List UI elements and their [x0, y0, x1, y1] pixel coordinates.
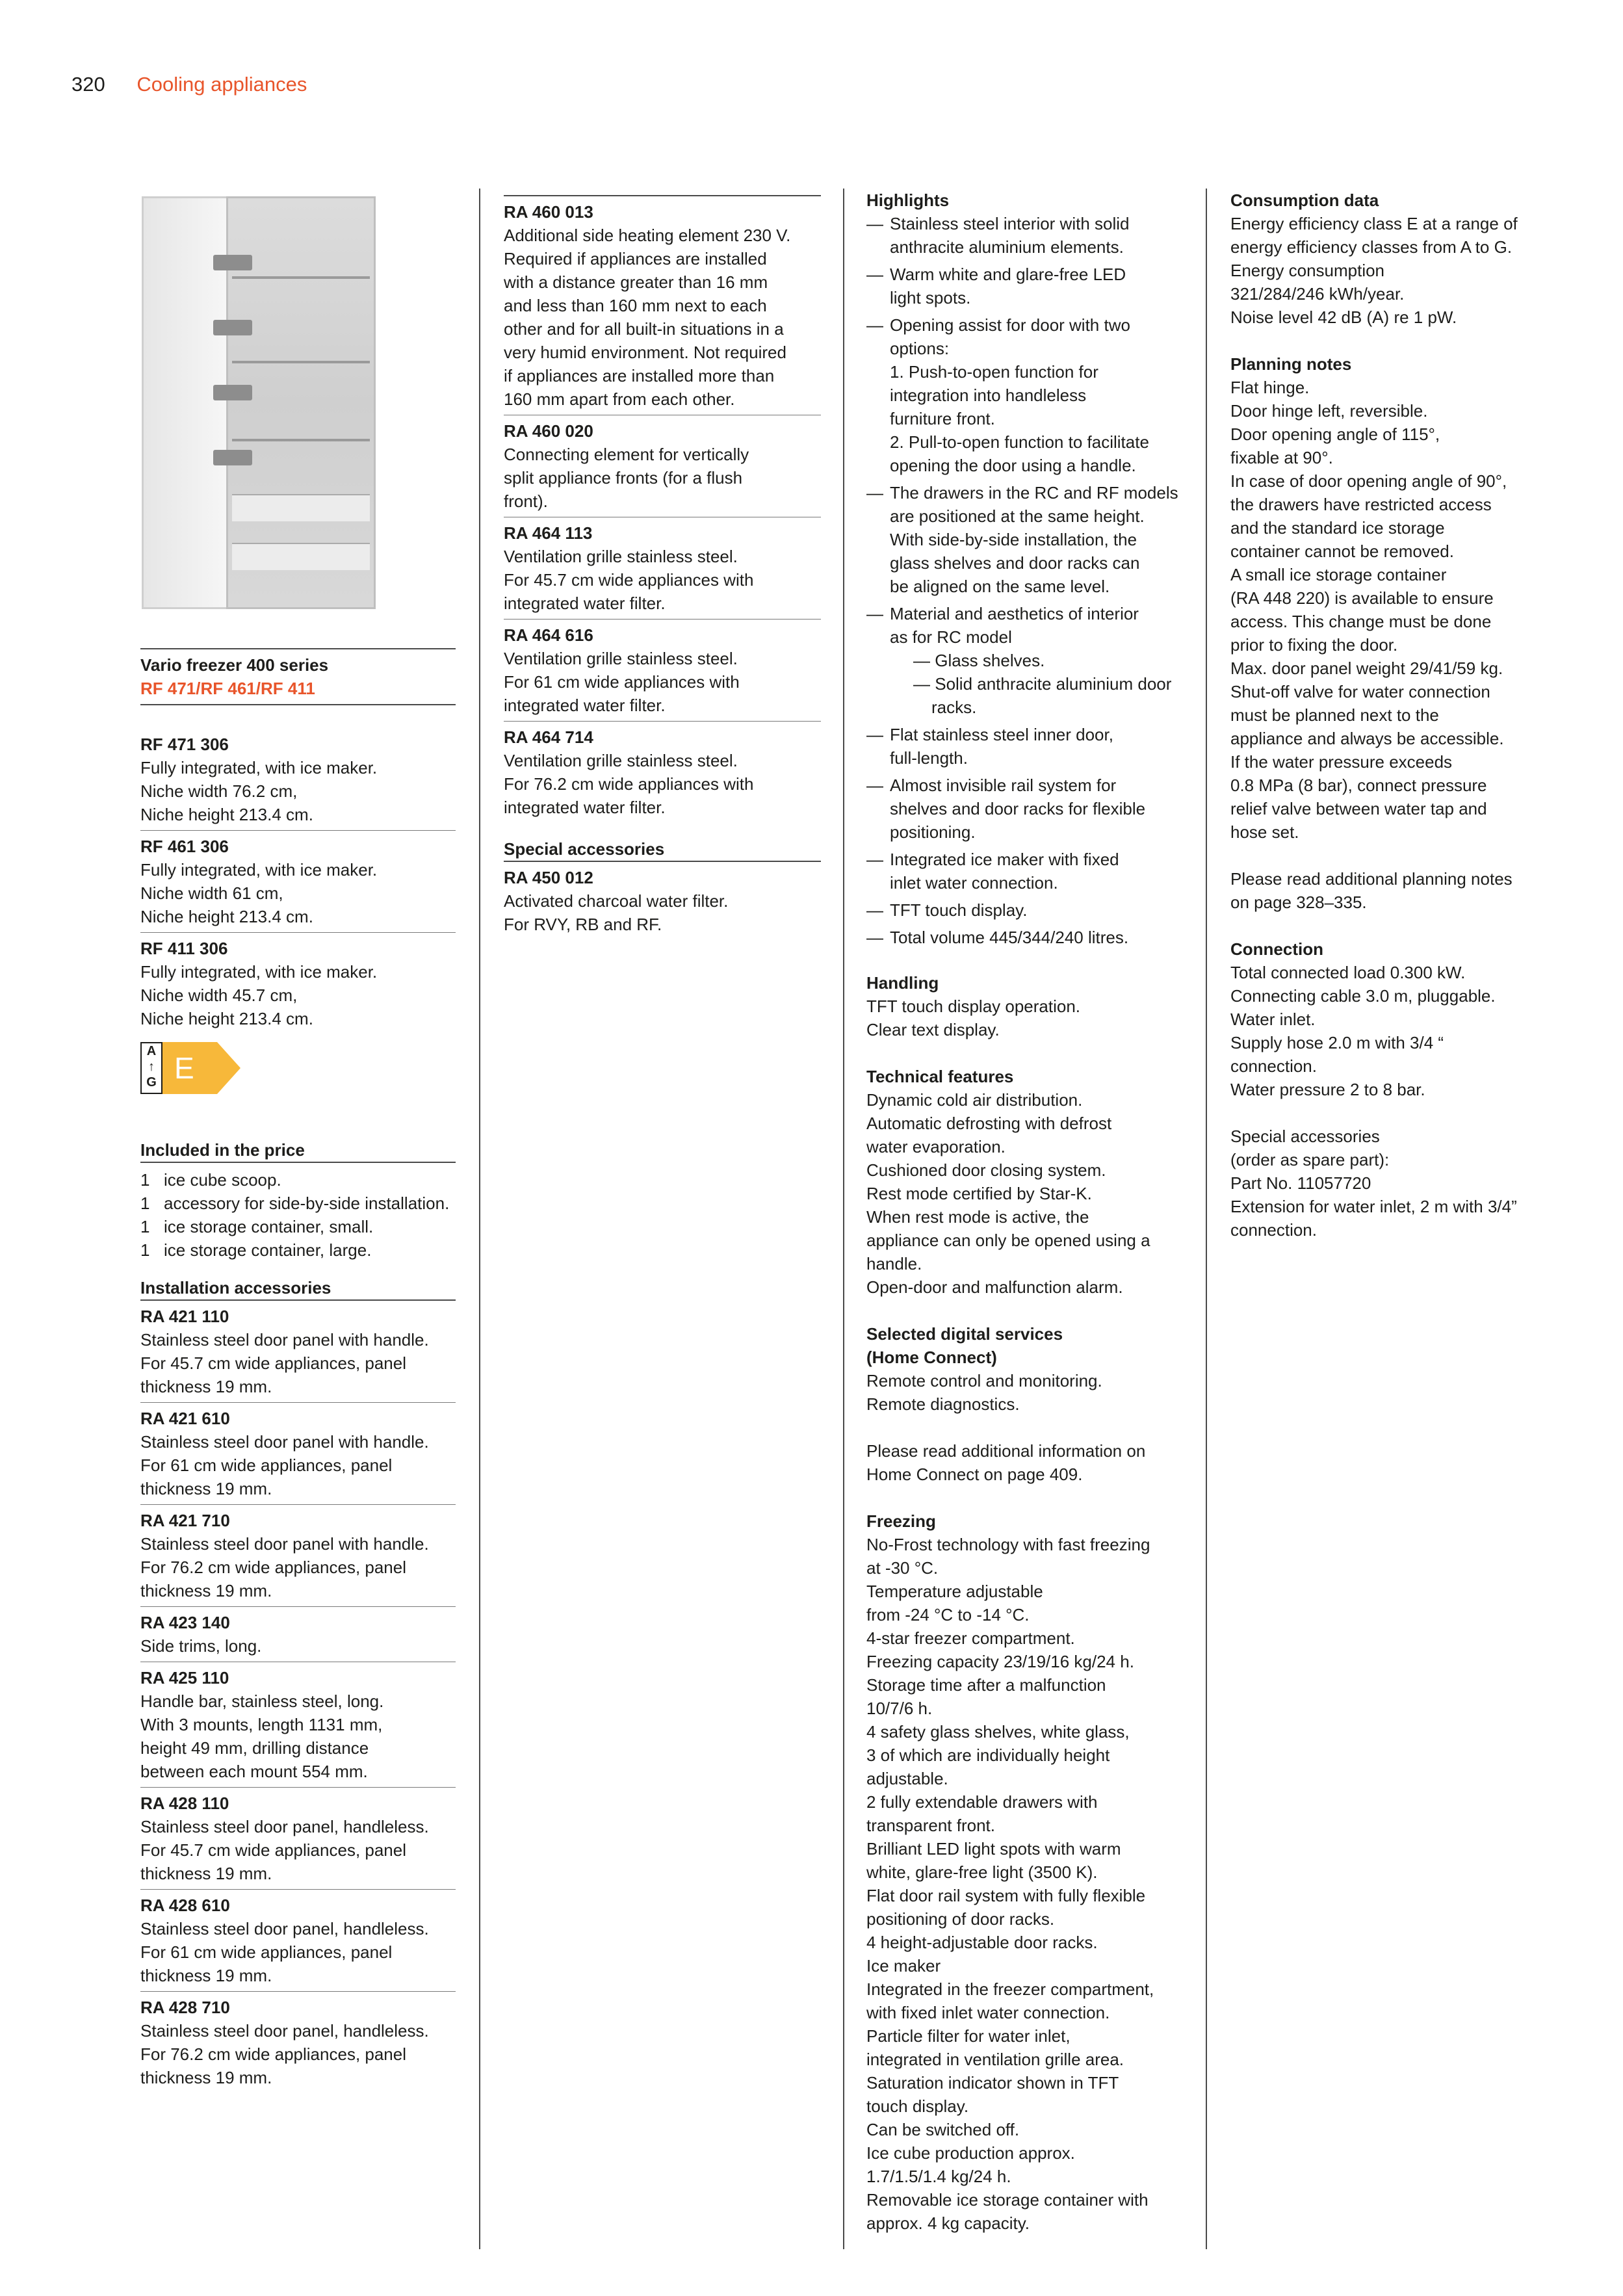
text-line: 1 — [140, 1240, 150, 1260]
accessory — [504, 196, 821, 415]
text-line: For 61 cm wide appliances, panel — [140, 1455, 393, 1475]
text-line: 0.8 MPa (8 bar), connect pressure — [1230, 776, 1487, 795]
text-line: 1 — [140, 1217, 150, 1236]
text-line: Total connected load 0.300 kW. — [1230, 963, 1466, 982]
text-line: Shut-off valve for water connection — [1230, 682, 1490, 701]
planning-title: Planning notes — [1230, 354, 1352, 374]
text-line: For RVY, RB and RF. — [504, 915, 662, 934]
text-line: For 45.7 cm wide appliances with — [504, 570, 754, 590]
text-line: 160 mm apart from each other. — [504, 389, 735, 409]
text-line: appliance and always be accessible. — [1230, 729, 1504, 748]
text-line: No-Frost technology with fast freezing — [866, 1535, 1150, 1554]
energy-class: E — [174, 1051, 194, 1085]
column-divider — [1206, 189, 1207, 2249]
text-line: ice storage container, small. — [164, 1217, 374, 1236]
text-line: RA 464 113 — [504, 523, 593, 543]
text-line: Opening assist for door with two — [890, 315, 1130, 335]
text-line: Clear text display. — [866, 1020, 1000, 1039]
text-line: Flat stainless steel inner door, — [890, 725, 1113, 744]
text-line: Extension for water inlet, 2 m with 3/4” — [1230, 1197, 1517, 1216]
text-line: RA 464 616 — [504, 625, 593, 645]
text-line: integrated water filter. — [504, 798, 666, 817]
text-line: white, glare-free light (3500 K). — [866, 1862, 1098, 1882]
text-line: G — [146, 1075, 157, 1089]
text-line: integrated in ventilation grille area. — [866, 2050, 1124, 2069]
text-line: thickness 19 mm. — [140, 1966, 272, 1985]
text-line: For 61 cm wide appliances with — [504, 672, 740, 692]
text-line: RA 421 110 — [140, 1307, 229, 1326]
text-line: Please read additional information on — [866, 1441, 1146, 1461]
text-line: 2. Pull-to-open function to facilitate — [890, 432, 1149, 452]
text-line: Storage time after a malfunction — [866, 1675, 1106, 1695]
text-line: approx. 4 kg capacity. — [866, 2213, 1030, 2233]
text-line: Flat hinge. — [1230, 378, 1310, 397]
text-line: Stainless steel door panel with handle. — [140, 1432, 429, 1452]
accessory — [504, 415, 821, 517]
text-line: must be planned next to the — [1230, 705, 1439, 725]
freezing-title: Freezing — [866, 1511, 936, 1531]
text-line: Connecting cable 3.0 m, pluggable. — [1230, 986, 1496, 1006]
accessory — [140, 1301, 456, 1402]
text-line: thickness 19 mm. — [140, 1479, 272, 1498]
text-line: integration into handleless — [890, 385, 1087, 405]
handling-title: Handling — [866, 973, 939, 993]
text-line: Ice cube production approx. — [866, 2143, 1075, 2163]
text-line: Stainless steel door panel, handleless. — [140, 1817, 429, 1836]
text-line: 1.7/1.5/1.4 kg/24 h. — [866, 2167, 1011, 2186]
text-line: RA 460 020 — [504, 421, 593, 441]
text-line: front). — [504, 491, 548, 511]
text-line: Supply hose 2.0 m with 3/4 “ — [1230, 1033, 1444, 1052]
text-line: 1. Push-to-open function for — [890, 362, 1098, 382]
text-line: Dynamic cold air distribution. — [866, 1090, 1083, 1110]
text-line: if appliances are installed more than — [504, 366, 775, 385]
text-line: RF 461 306 — [140, 837, 229, 856]
text-line: 1 — [140, 1170, 150, 1190]
text-line: RA 428 610 — [140, 1896, 230, 1915]
text-line: A — [146, 1044, 157, 1058]
text-line: RA 450 012 — [504, 868, 593, 887]
text-line: Removable ice storage container with — [866, 2190, 1149, 2210]
product-image — [142, 196, 376, 609]
text-line: Niche height 213.4 cm. — [140, 1009, 313, 1028]
text-line: Fully integrated, with ice maker. — [140, 758, 378, 777]
text-line: as for RC model — [890, 627, 1012, 647]
text-line: Niche width 61 cm, — [140, 883, 283, 903]
accessory — [140, 1992, 456, 2093]
variant — [140, 831, 456, 932]
text-line: ice cube scoop. — [164, 1170, 281, 1190]
text-line: RF 411 306 — [140, 939, 228, 958]
text-line: Open-door and malfunction alarm. — [866, 1277, 1123, 1297]
text-line: RA 421 710 — [140, 1511, 230, 1530]
text-line: RA 423 140 — [140, 1613, 230, 1632]
text-line: Home Connect on page 409. — [866, 1465, 1083, 1484]
text-line: split appliance fronts (for a flush — [504, 468, 743, 488]
text-line: RA 464 714 — [504, 727, 593, 747]
column-divider — [843, 189, 844, 2249]
text-line: accessory for side-by-side installation. — [164, 1194, 450, 1213]
text-line: For 76.2 cm wide appliances with — [504, 774, 754, 794]
text-line: With side-by-side installation, the — [890, 530, 1137, 549]
text-line: on page 328–335. — [1230, 893, 1367, 912]
text-line: access. This change must be done — [1230, 612, 1492, 631]
list-item — [140, 1168, 456, 1192]
text-line: RA 421 610 — [140, 1409, 230, 1428]
text-line: Fully integrated, with ice maker. — [140, 962, 378, 982]
installation-title: Installation accessories — [140, 1278, 331, 1298]
text-line: For 76.2 cm wide appliances, panel — [140, 2044, 407, 2064]
text-line: 321/284/246 kWh/year. — [1230, 284, 1405, 304]
text-line: Fully integrated, with ice maker. — [140, 860, 378, 880]
accessory — [504, 862, 821, 940]
text-line: very humid environment. Not required — [504, 343, 786, 362]
text-line: (order as spare part): — [1230, 1150, 1390, 1169]
text-line: with a distance greater than 16 mm — [504, 272, 768, 292]
text-line: TFT touch display. — [890, 900, 1028, 920]
text-line: fixable at 90°. — [1230, 448, 1333, 467]
text-line: from -24 °C to -14 °C. — [866, 1605, 1030, 1624]
highlight-item: — Total volume 445/344/240 litres. — [866, 926, 1185, 949]
column-4 — [1230, 189, 1549, 1242]
technical-title: Technical features — [866, 1067, 1014, 1086]
text-line: be aligned on the same level. — [890, 577, 1110, 596]
text-line: height 49 mm, drilling distance — [140, 1738, 369, 1758]
page-number: 320 — [71, 73, 105, 96]
text-line: Noise level 42 dB (A) re 1 pW. — [1230, 307, 1457, 327]
text-line: Warm white and glare-free LED — [890, 265, 1126, 284]
highlight-item: — Warm white and glare-free LED light spots. — [866, 263, 1185, 309]
text-line: RA 428 710 — [140, 1998, 230, 2017]
text-line: Integrated ice maker with fixed — [890, 850, 1119, 869]
list-item — [140, 1192, 456, 1215]
text-line: 10/7/6 h. — [866, 1699, 933, 1718]
text-line: Stainless steel interior with solid — [890, 214, 1130, 233]
text-line: Ice maker — [866, 1956, 941, 1976]
list-item — [140, 1238, 456, 1262]
text-line: the drawers have restricted access — [1230, 495, 1492, 514]
text-line: 1 — [140, 1194, 150, 1213]
accessory — [140, 1607, 456, 1662]
included-title: Included in the price — [140, 1140, 305, 1160]
text-line: Can be switched off. — [866, 2120, 1020, 2139]
text-line: Required if appliances are installed — [504, 249, 767, 268]
variant — [140, 729, 456, 830]
text-line: options: — [890, 339, 950, 358]
text-line: hose set. — [1230, 822, 1299, 842]
special-accessories-title: Special accessories — [504, 839, 665, 859]
text-line: Door opening angle of 115°, — [1230, 424, 1440, 444]
text-line: light spots. — [890, 288, 971, 307]
text-line: Stainless steel door panel with handle. — [140, 1534, 429, 1554]
text-line: Ventilation grille stainless steel. — [504, 751, 738, 770]
text-line: RA 428 110 — [140, 1794, 229, 1813]
text-line: Niche width 76.2 cm, — [140, 781, 298, 801]
text-line: positioning of door racks. — [866, 1909, 1055, 1929]
accessory — [504, 517, 821, 619]
text-line: Almost invisible rail system for — [890, 776, 1117, 795]
text-line: (RA 448 220) is available to ensure — [1230, 588, 1494, 608]
text-line: Max. door panel weight 29/41/59 kg. — [1230, 659, 1503, 678]
accessory — [140, 1505, 456, 1606]
text-line: relief valve between water tap and — [1230, 799, 1487, 818]
text-line: Particle filter for water inlet, — [866, 2026, 1071, 2046]
text-line: full-length. — [890, 748, 968, 768]
energy-label — [140, 1042, 456, 1099]
highlight-item: — Material and aesthetics of interior as for RC model — Glass shelves. — Solid anthracite aluminium door racks. — [866, 602, 1185, 719]
highlight-item: — Integrated ice maker with fixed inlet water connection. — [866, 848, 1185, 894]
text-line: between each mount 554 mm. — [140, 1762, 368, 1781]
text-line: Please read additional planning notes — [1230, 869, 1513, 889]
text-line: Handle bar, stainless steel, long. — [140, 1691, 384, 1711]
accessory — [140, 1403, 456, 1504]
text-line: integrated water filter. — [504, 594, 666, 613]
text-line: ↑ — [148, 1060, 155, 1074]
text-line: thickness 19 mm. — [140, 1581, 272, 1600]
accessory — [140, 1662, 456, 1787]
text-line: For 45.7 cm wide appliances, panel — [140, 1840, 407, 1860]
product-models: RF 471/RF 461/RF 411 — [140, 679, 315, 698]
text-line: other and for all built-in situations in a — [504, 319, 784, 339]
column-divider — [479, 189, 480, 2249]
text-line: positioning. — [890, 822, 976, 842]
column-1 — [140, 189, 456, 2093]
text-line: Temperature adjustable — [866, 1582, 1043, 1601]
consumption-title: Consumption data — [1230, 190, 1379, 210]
column-2 — [504, 195, 821, 940]
text-line: Connecting element for vertically — [504, 445, 749, 464]
page-header — [71, 73, 307, 96]
text-line: Energy efficiency class E at a range of — [1230, 214, 1518, 233]
text-line: Cushioned door closing system. — [866, 1160, 1106, 1180]
text-line: Stainless steel door panel with handle. — [140, 1330, 429, 1350]
text-line: Ventilation grille stainless steel. — [504, 547, 738, 566]
text-line: A small ice storage container — [1230, 565, 1447, 584]
text-line: 2 fully extendable drawers with — [866, 1792, 1098, 1812]
text-line: thickness 19 mm. — [140, 2068, 272, 2087]
accessory — [504, 620, 821, 721]
text-line: Ventilation grille stainless steel. — [504, 649, 738, 668]
text-line: and less than 160 mm next to each — [504, 296, 767, 315]
text-line: Special accessories — [1230, 1127, 1380, 1146]
text-line: RA 425 110 — [140, 1668, 229, 1688]
accessory — [140, 1890, 456, 1991]
highlight-item: — Opening assist for door with two options: 1. Push-to-open function for integration into handleless furniture front. 2. Pull-to-open function to facilitate opening the door using a handle. — [866, 313, 1185, 477]
text-line: RF 471 306 — [140, 735, 229, 754]
text-line: Rest mode certified by Star-K. — [866, 1184, 1092, 1203]
text-line: Water pressure 2 to 8 bar. — [1230, 1080, 1425, 1099]
text-line: energy efficiency classes from A to G. — [1230, 237, 1513, 257]
text-line: — Solid anthracite aluminium door racks. — [913, 674, 1172, 717]
text-line: 4 height-adjustable door racks. — [866, 1933, 1098, 1952]
text-line: Brilliant LED light spots with warm — [866, 1839, 1121, 1859]
connection-title: Connection — [1230, 939, 1323, 959]
text-line: For 76.2 cm wide appliances, panel — [140, 1558, 407, 1577]
list-item — [140, 1215, 456, 1238]
text-line: — Glass shelves. — [913, 651, 1045, 670]
text-line: Saturation indicator shown in TFT — [866, 2073, 1119, 2093]
text-line: Energy consumption — [1230, 261, 1385, 280]
text-line: touch display. — [866, 2096, 969, 2116]
text-line: Part No. 11057720 — [1230, 1173, 1371, 1193]
text-line: anthracite aluminium elements. — [890, 237, 1124, 257]
text-line: With 3 mounts, length 1131 mm, — [140, 1715, 383, 1734]
text-line: appliance can only be opened using a — [866, 1231, 1150, 1250]
text-line: 4-star freezer compartment. — [866, 1628, 1075, 1648]
text-line: Niche height 213.4 cm. — [140, 907, 313, 926]
text-line: Total volume 445/344/240 litres. — [890, 928, 1129, 947]
highlight-item: — Almost invisible rail system for shelves and door racks for flexible positioning. — [866, 774, 1185, 844]
text-line: thickness 19 mm. — [140, 1377, 272, 1396]
highlight-item: — Flat stainless steel inner door, full-length. — [866, 723, 1185, 770]
text-line: ice storage container, large. — [164, 1240, 372, 1260]
text-line: For 61 cm wide appliances, panel — [140, 1942, 393, 1962]
text-line: If the water pressure exceeds — [1230, 752, 1453, 772]
text-line: Remote diagnostics. — [866, 1394, 1020, 1414]
text-line: (Home Connect) — [866, 1348, 997, 1367]
text-line: Freezing capacity 23/19/16 kg/24 h. — [866, 1652, 1134, 1671]
text-line: at -30 °C. — [866, 1558, 939, 1578]
energy-scale — [140, 1042, 162, 1094]
text-line: 4 safety glass shelves, white glass, — [866, 1722, 1130, 1742]
highlight-item: — The drawers in the RC and RF models are positioned at the same height. With side-by-side installation, the glass shelves and door racks can be aligned on the same level. — [866, 481, 1185, 598]
text-line: Remote control and monitoring. — [866, 1371, 1102, 1390]
text-line: 3 of which are individually height — [866, 1745, 1110, 1765]
text-line: Flat door rail system with fully flexible — [866, 1886, 1146, 1905]
text-line: connection. — [1230, 1056, 1317, 1076]
text-line: shelves and door racks for flexible — [890, 799, 1146, 818]
text-line: are positioned at the same height. — [890, 506, 1145, 526]
highlights-title: Highlights — [866, 190, 950, 210]
text-line: thickness 19 mm. — [140, 1864, 272, 1883]
text-line: prior to fixing the door. — [1230, 635, 1398, 655]
accessory — [140, 1788, 456, 1889]
text-line: Additional side heating element 230 V. — [504, 226, 791, 245]
highlight-item: — TFT touch display. — [866, 898, 1185, 922]
text-line: Door hinge left, reversible. — [1230, 401, 1428, 421]
column-3 — [866, 189, 1185, 2235]
text-line: The drawers in the RC and RF models — [890, 483, 1178, 502]
text-line: Water inlet. — [1230, 1010, 1316, 1029]
text-line: with fixed inlet water connection. — [866, 2003, 1110, 2022]
text-line: container cannot be removed. — [1230, 541, 1454, 561]
accessory — [504, 722, 821, 823]
text-line: For 45.7 cm wide appliances, panel — [140, 1353, 407, 1373]
text-line: opening the door using a handle. — [890, 456, 1136, 475]
text-line: Material and aesthetics of interior — [890, 604, 1139, 623]
text-line: RA 460 013 — [504, 202, 593, 222]
text-line: water evaporation. — [866, 1137, 1006, 1156]
text-line: inlet water connection. — [890, 873, 1058, 893]
text-line: glass shelves and door racks can — [890, 553, 1140, 573]
text-line: Automatic defrosting with defrost — [866, 1114, 1112, 1133]
text-line: Niche width 45.7 cm, — [140, 985, 298, 1005]
product-title: Vario freezer 400 series — [140, 655, 329, 675]
text-line: integrated water filter. — [504, 696, 666, 715]
digital-services-title: Selected digital services — [866, 1324, 1063, 1344]
text-line: When rest mode is active, the — [866, 1207, 1089, 1227]
text-line: Niche height 213.4 cm. — [140, 805, 313, 824]
variant — [140, 933, 456, 1034]
text-line: Stainless steel door panel, handleless. — [140, 1919, 429, 1938]
text-line: and the standard ice storage — [1230, 518, 1445, 538]
text-line: In case of door opening angle of 90°, — [1230, 471, 1507, 491]
text-line: Activated charcoal water filter. — [504, 891, 729, 911]
text-line: furniture front. — [890, 409, 995, 428]
text-line: Integrated in the freezer compartment, — [866, 1979, 1154, 1999]
text-line: Stainless steel door panel, handleless. — [140, 2021, 429, 2041]
section-title: Cooling appliances — [136, 73, 307, 96]
text-line: handle. — [866, 1254, 922, 1273]
text-line: Side trims, long. — [140, 1636, 262, 1656]
text-line: TFT touch display operation. — [866, 997, 1081, 1016]
text-line: adjustable. — [866, 1769, 948, 1788]
highlight-item: — Stainless steel interior with solid anthracite aluminium elements. — [866, 212, 1185, 259]
text-line: connection. — [1230, 1220, 1317, 1240]
text-line: transparent front. — [866, 1816, 995, 1835]
